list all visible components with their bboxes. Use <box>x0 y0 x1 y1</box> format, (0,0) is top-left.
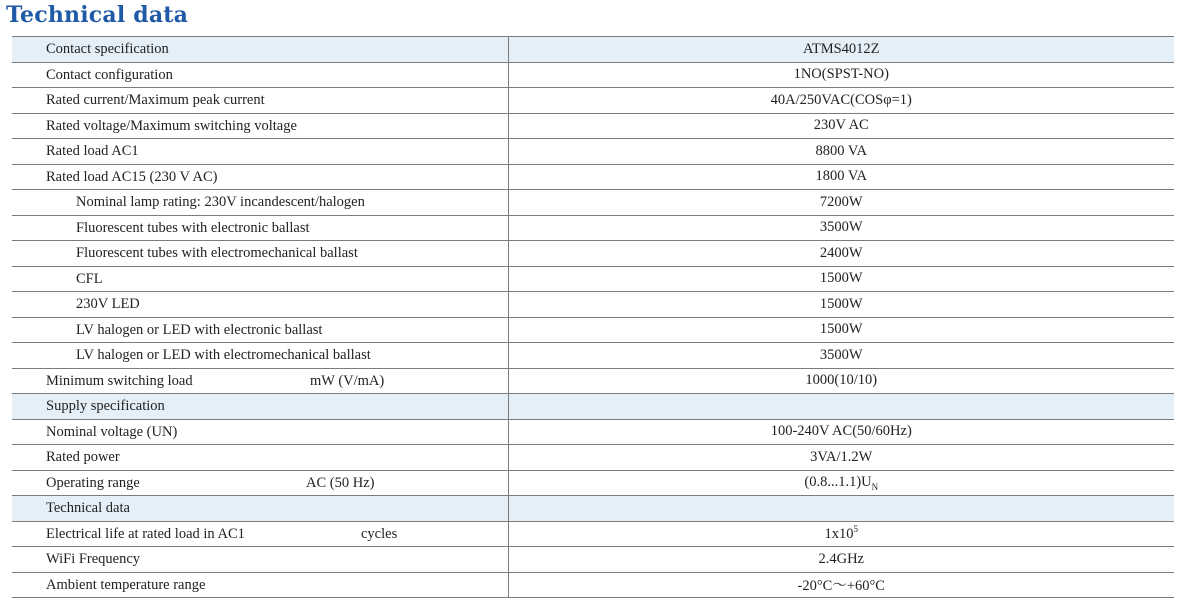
row-label <box>12 215 508 241</box>
row-label-text: Operating range <box>46 474 140 491</box>
row-label <box>12 88 508 114</box>
row-label <box>12 368 508 394</box>
table-row <box>12 445 1174 471</box>
row-label <box>12 445 508 471</box>
row-value: $1x10^5$ <box>508 521 1174 547</box>
row-label <box>12 547 508 573</box>
row-value: $(0.8...1.1)U_N$ <box>508 470 1174 496</box>
row-unit: cycles <box>361 525 398 542</box>
row-label <box>12 37 508 63</box>
table-row <box>12 190 1174 216</box>
table-row <box>12 37 1174 63</box>
row-label-text: Rated load AC15 (230 V AC) <box>46 168 218 185</box>
table-row <box>12 266 1174 292</box>
table-row <box>12 241 1174 267</box>
row-value: ATMS4012Z <box>508 37 1174 63</box>
row-value: 1NO(SPST-NO) <box>508 62 1174 88</box>
table-row <box>12 547 1174 573</box>
row-label-text: Rated voltage/Maximum switching voltage <box>46 117 297 134</box>
row-value: 3500W <box>508 343 1174 369</box>
row-label <box>12 521 508 547</box>
row-unit: mW (V/mA) <box>310 372 385 389</box>
table-row <box>12 394 1174 420</box>
row-label-text: Contact specification <box>46 41 169 57</box>
row-value <box>508 496 1174 522</box>
row-value: 2400W <box>508 241 1174 267</box>
row-label <box>12 572 508 598</box>
row-label-text: Rated current/Maximum peak current <box>46 92 265 108</box>
table-row <box>12 470 1174 496</box>
row-label-text: 230V LED <box>76 296 140 312</box>
table-row <box>12 368 1174 394</box>
row-label <box>12 496 508 522</box>
row-value <box>508 394 1174 420</box>
table-row <box>12 317 1174 343</box>
table-row <box>12 343 1174 369</box>
row-value: 1800 VA <box>508 164 1174 190</box>
table-row <box>12 496 1174 522</box>
row-value: 7200W <box>508 190 1174 216</box>
row-label-text: Contact configuration <box>46 66 173 83</box>
row-label <box>12 292 508 318</box>
table-row <box>12 572 1174 598</box>
table-row <box>12 419 1174 445</box>
row-label <box>12 266 508 292</box>
row-label-text: Fluorescent tubes with electromechanical ballast <box>76 245 358 261</box>
row-label-text: CFL <box>76 270 103 287</box>
row-value: 8800 VA <box>508 139 1174 165</box>
row-label <box>12 164 508 190</box>
row-label <box>12 113 508 139</box>
row-value: -20°C～+60°C <box>508 572 1174 598</box>
row-label-text: Technical data <box>46 500 130 516</box>
row-value: 1500W <box>508 292 1174 318</box>
row-unit: AC (50 Hz) <box>306 474 375 491</box>
row-label-text: Electrical life at rated load in AC1 <box>46 525 245 542</box>
row-label <box>12 317 508 343</box>
row-label-text: Nominal lamp rating: 230V incandescent/halogen <box>76 194 365 210</box>
row-label-text: Fluorescent tubes with electronic ballast <box>76 219 310 236</box>
page-title: Technical data <box>6 2 189 28</box>
row-value: 2.4GHz <box>508 547 1174 573</box>
row-label-text: WiFi Frequency <box>46 551 141 567</box>
table-row <box>12 113 1174 139</box>
row-value: 1500W <box>508 266 1174 292</box>
row-label <box>12 139 508 165</box>
row-value: 3VA/1.2W <box>508 445 1174 471</box>
row-label <box>12 62 508 88</box>
row-label-text: Ambient temperature range <box>46 576 206 593</box>
row-value: 3500W <box>508 215 1174 241</box>
table-row <box>12 521 1174 547</box>
row-label-text: Rated load AC1 <box>46 143 139 159</box>
row-value: 1000(10/10) <box>508 368 1174 394</box>
table-row <box>12 215 1174 241</box>
row-value: 40A/250VAC(COSφ=1) <box>508 88 1174 114</box>
table-row <box>12 88 1174 114</box>
table-row <box>12 292 1174 318</box>
table-row <box>12 62 1174 88</box>
row-label-text: Minimum switching load <box>46 372 193 389</box>
row-label <box>12 343 508 369</box>
row-label-text: LV halogen or LED with electronic ballast <box>76 321 323 338</box>
table-row <box>12 139 1174 165</box>
row-label-text: Rated power <box>46 449 120 465</box>
row-value: 230V AC <box>508 113 1174 139</box>
row-label-text: Nominal voltage (UN) <box>46 423 178 440</box>
row-value: 1500W <box>508 317 1174 343</box>
row-label <box>12 470 508 496</box>
row-label <box>12 394 508 420</box>
row-value: 100-240V AC(50/60Hz) <box>508 419 1174 445</box>
row-label-text: Supply specification <box>46 398 165 414</box>
table-row <box>12 164 1174 190</box>
row-label <box>12 241 508 267</box>
row-label-text: LV halogen or LED with electromechanical ballast <box>76 347 371 363</box>
row-label <box>12 419 508 445</box>
row-label <box>12 190 508 216</box>
technical-data-table <box>12 36 1174 598</box>
